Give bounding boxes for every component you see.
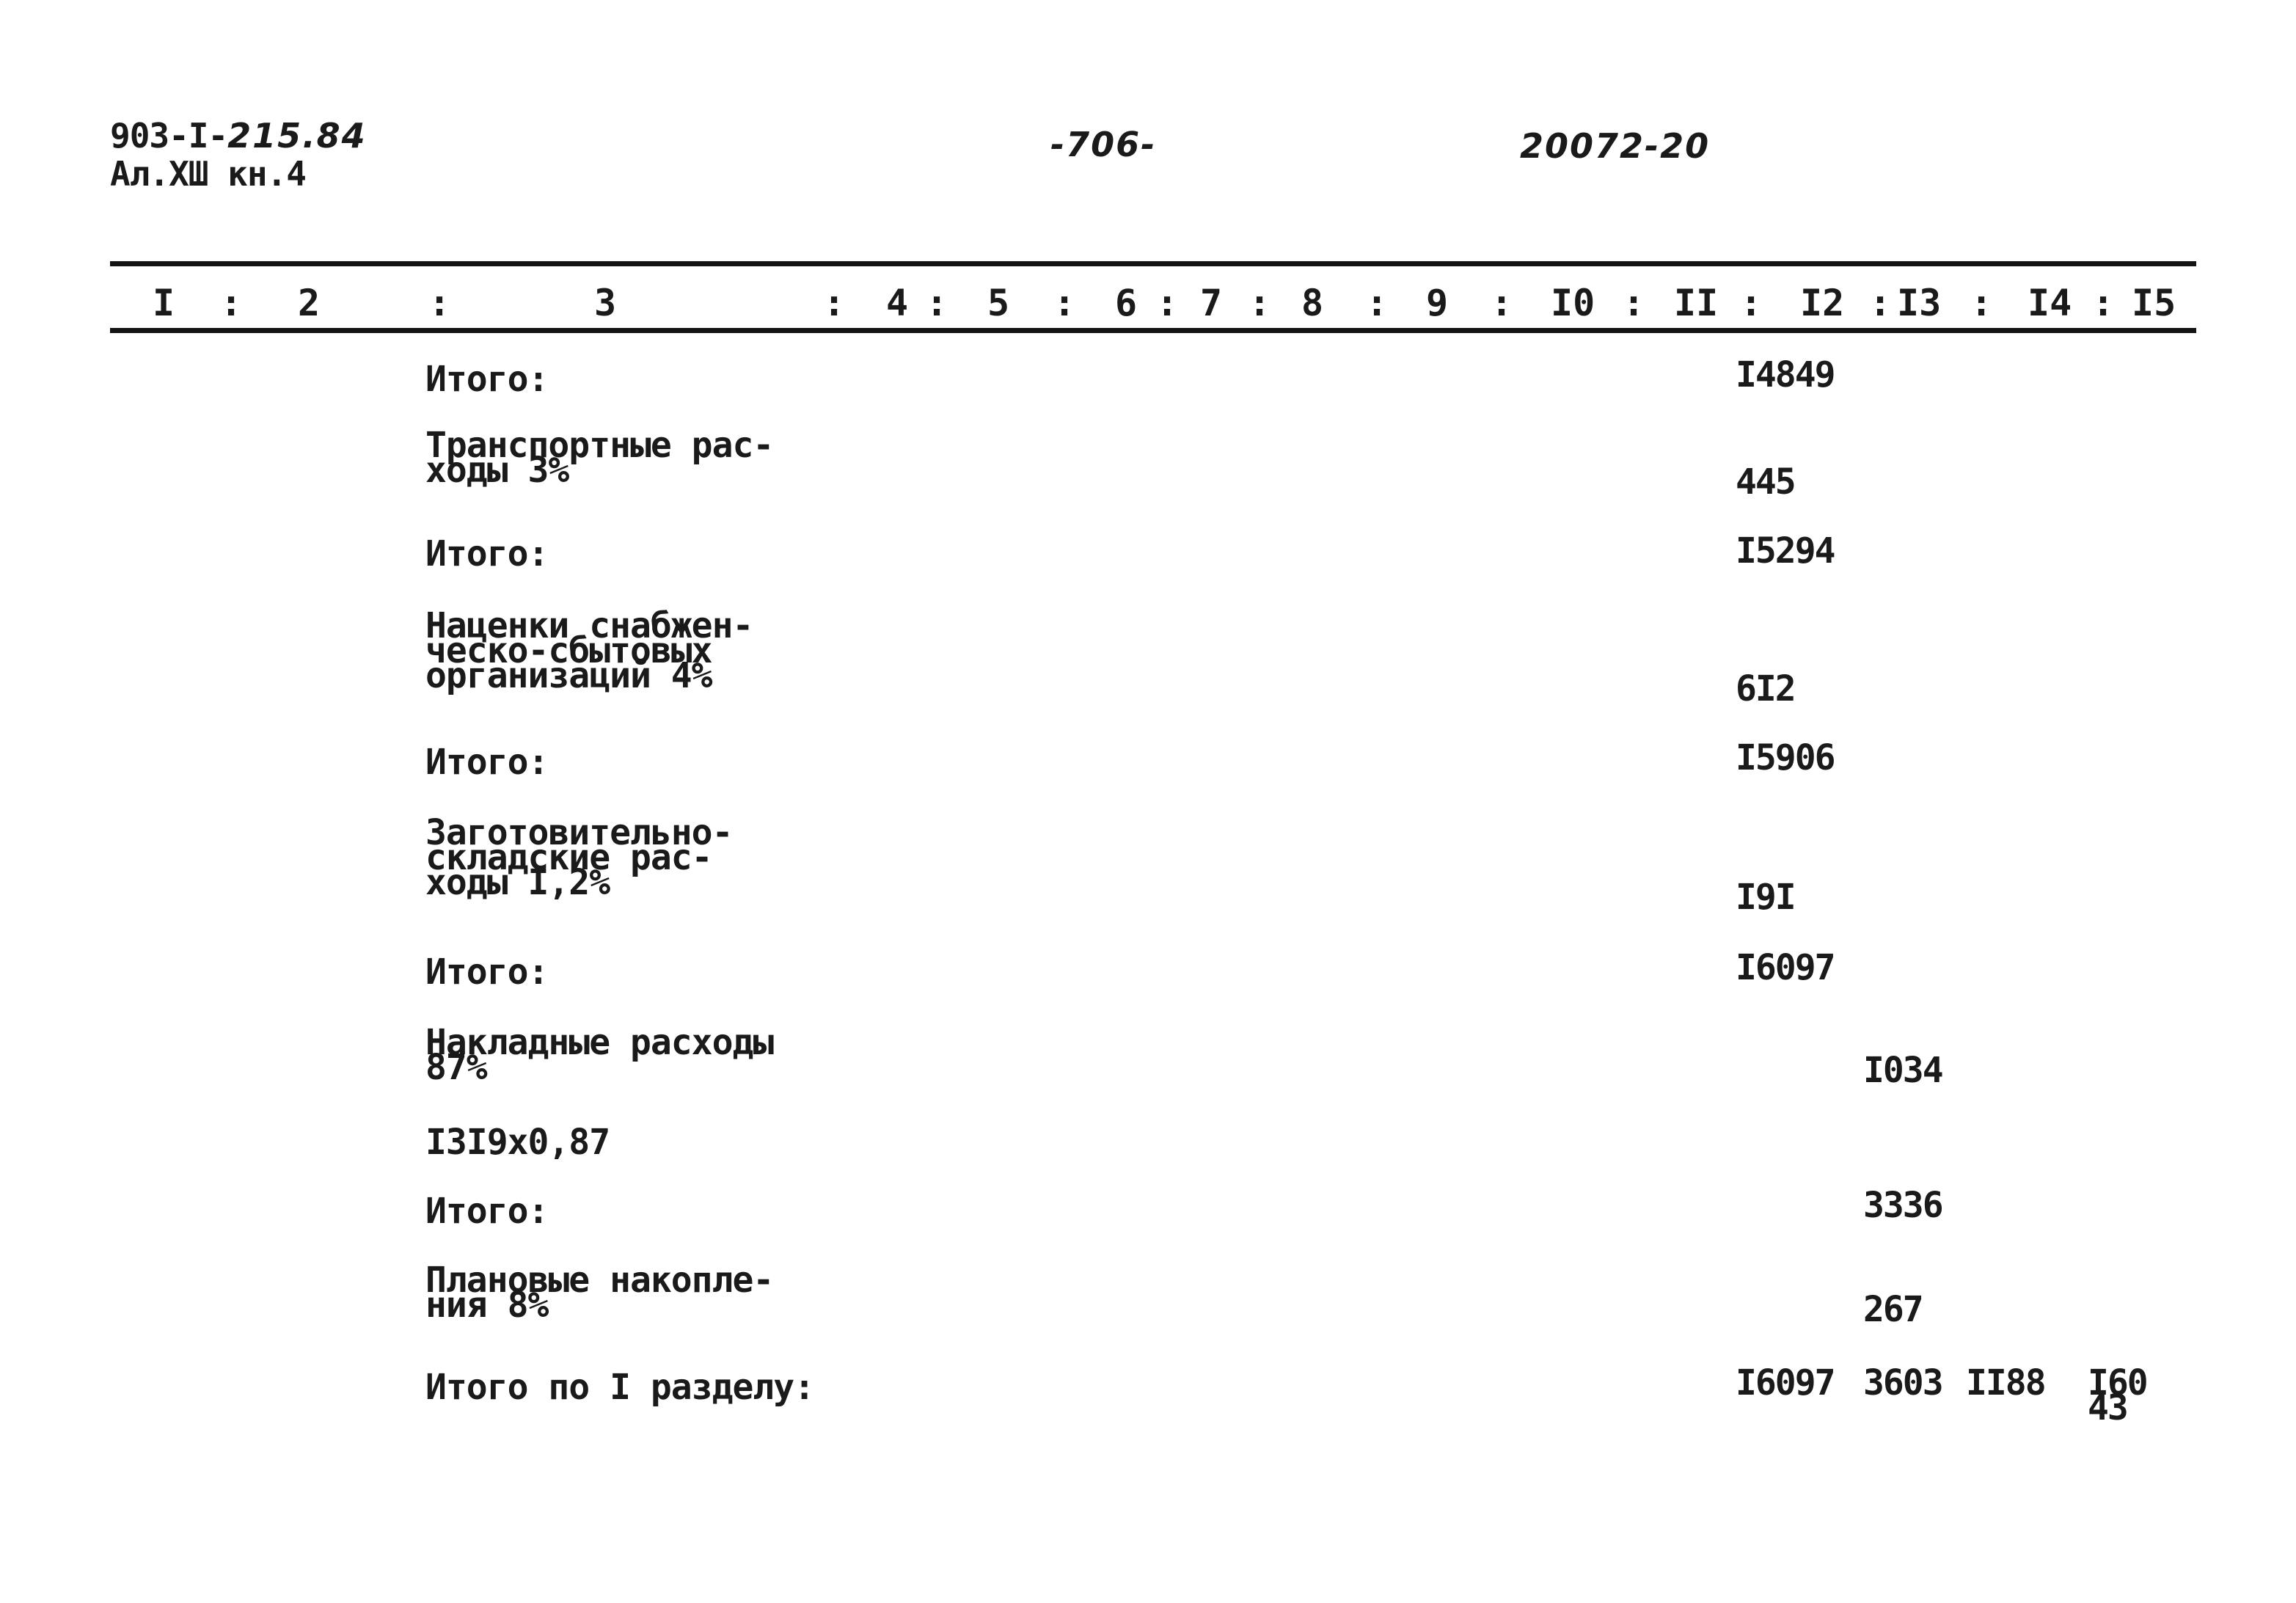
table-cell-c12: 445 xyxy=(1736,461,1795,503)
row-label-planned-savings: Плановые накопле- ния 8% xyxy=(425,1260,774,1326)
table-cell-c13: 3336 xyxy=(1863,1185,1942,1226)
column-separator: : xyxy=(1740,282,1763,324)
column-separator: : xyxy=(1366,282,1389,324)
table-cell-c13: I034 xyxy=(1863,1050,1942,1091)
column-header-3: 3 xyxy=(594,282,617,324)
column-separator: : xyxy=(1053,282,1076,324)
column-header-6: 6 xyxy=(1115,282,1138,324)
row-label-itogo-3: Итого: xyxy=(425,742,549,783)
column-header-1: I xyxy=(153,282,175,324)
document-number: 20072-20 xyxy=(1520,126,1711,166)
column-header-15: I5 xyxy=(2132,282,2176,324)
table-cell-c13: 3603 xyxy=(1863,1362,1942,1403)
column-header-10: I0 xyxy=(1551,282,1595,324)
row-label-section-total: Итого по I разделу: xyxy=(425,1367,815,1408)
column-header-14: I4 xyxy=(2028,282,2072,324)
album-reference: Ал.XШ кн.4 xyxy=(110,154,306,194)
table-top-rule xyxy=(110,261,2196,266)
column-separator: : xyxy=(428,282,451,324)
column-header-13: I3 xyxy=(1897,282,1942,324)
column-separator: : xyxy=(926,282,948,324)
column-header-4: 4 xyxy=(886,282,909,324)
column-header-8: 8 xyxy=(1301,282,1324,324)
column-header-5: 5 xyxy=(987,282,1010,324)
row-label-calculation: I3I9x0,87 xyxy=(425,1122,610,1163)
column-header-9: 9 xyxy=(1426,282,1449,324)
table-cell-c12: I4849 xyxy=(1736,354,1835,395)
column-header-2: 2 xyxy=(298,282,321,324)
row-label-transport: Транспортные рас- ходы 3% xyxy=(425,425,774,491)
row-label-itogo-5: Итого: xyxy=(425,1191,549,1232)
document-code xyxy=(110,116,367,156)
table-header-bottom-rule xyxy=(110,328,2196,333)
column-separator: : xyxy=(1248,282,1271,324)
table-cell-c12: I6097 xyxy=(1736,1362,1835,1403)
column-separator: : xyxy=(1156,282,1179,324)
row-label-itogo-1: Итого: xyxy=(425,359,549,400)
table-cell-c15: I60 43 xyxy=(2088,1362,2147,1428)
column-separator: : xyxy=(823,282,846,324)
table-cell-c14: II88 xyxy=(1966,1362,2045,1403)
column-separator: : xyxy=(220,282,243,324)
row-label-overhead: Накладные расходы 87% xyxy=(425,1022,774,1088)
table-cell-c12: I5906 xyxy=(1736,737,1835,778)
column-separator: : xyxy=(1869,282,1892,324)
table-cell-c12: I9I xyxy=(1736,877,1795,918)
table-cell-c12: 6I2 xyxy=(1736,668,1795,709)
column-separator: : xyxy=(2092,282,2115,324)
table-cell-c12: I5294 xyxy=(1736,530,1835,572)
column-header-7: 7 xyxy=(1200,282,1223,324)
table-cell-c12: I6097 xyxy=(1736,947,1835,988)
column-separator: : xyxy=(1491,282,1513,324)
document-code-printed: 903-I- xyxy=(110,116,228,156)
row-label-itogo-4: Итого: xyxy=(425,952,549,993)
row-label-markups: Наценки снабжен- ческо-сбытовых организаций 4% xyxy=(425,605,753,696)
column-separator: : xyxy=(1970,282,1993,324)
row-label-itogo-2: Итого: xyxy=(425,533,549,574)
column-separator: : xyxy=(1623,282,1645,324)
row-label-warehouse: Заготовительно- складские рас- ходы I,2% xyxy=(425,812,733,903)
column-header-11: II xyxy=(1674,282,1719,324)
document-code-handwritten: 215.84 xyxy=(227,116,367,156)
column-header-12: I2 xyxy=(1800,282,1845,324)
table-cell-c13: 267 xyxy=(1863,1289,1923,1330)
page-number: -706- xyxy=(1050,125,1157,164)
